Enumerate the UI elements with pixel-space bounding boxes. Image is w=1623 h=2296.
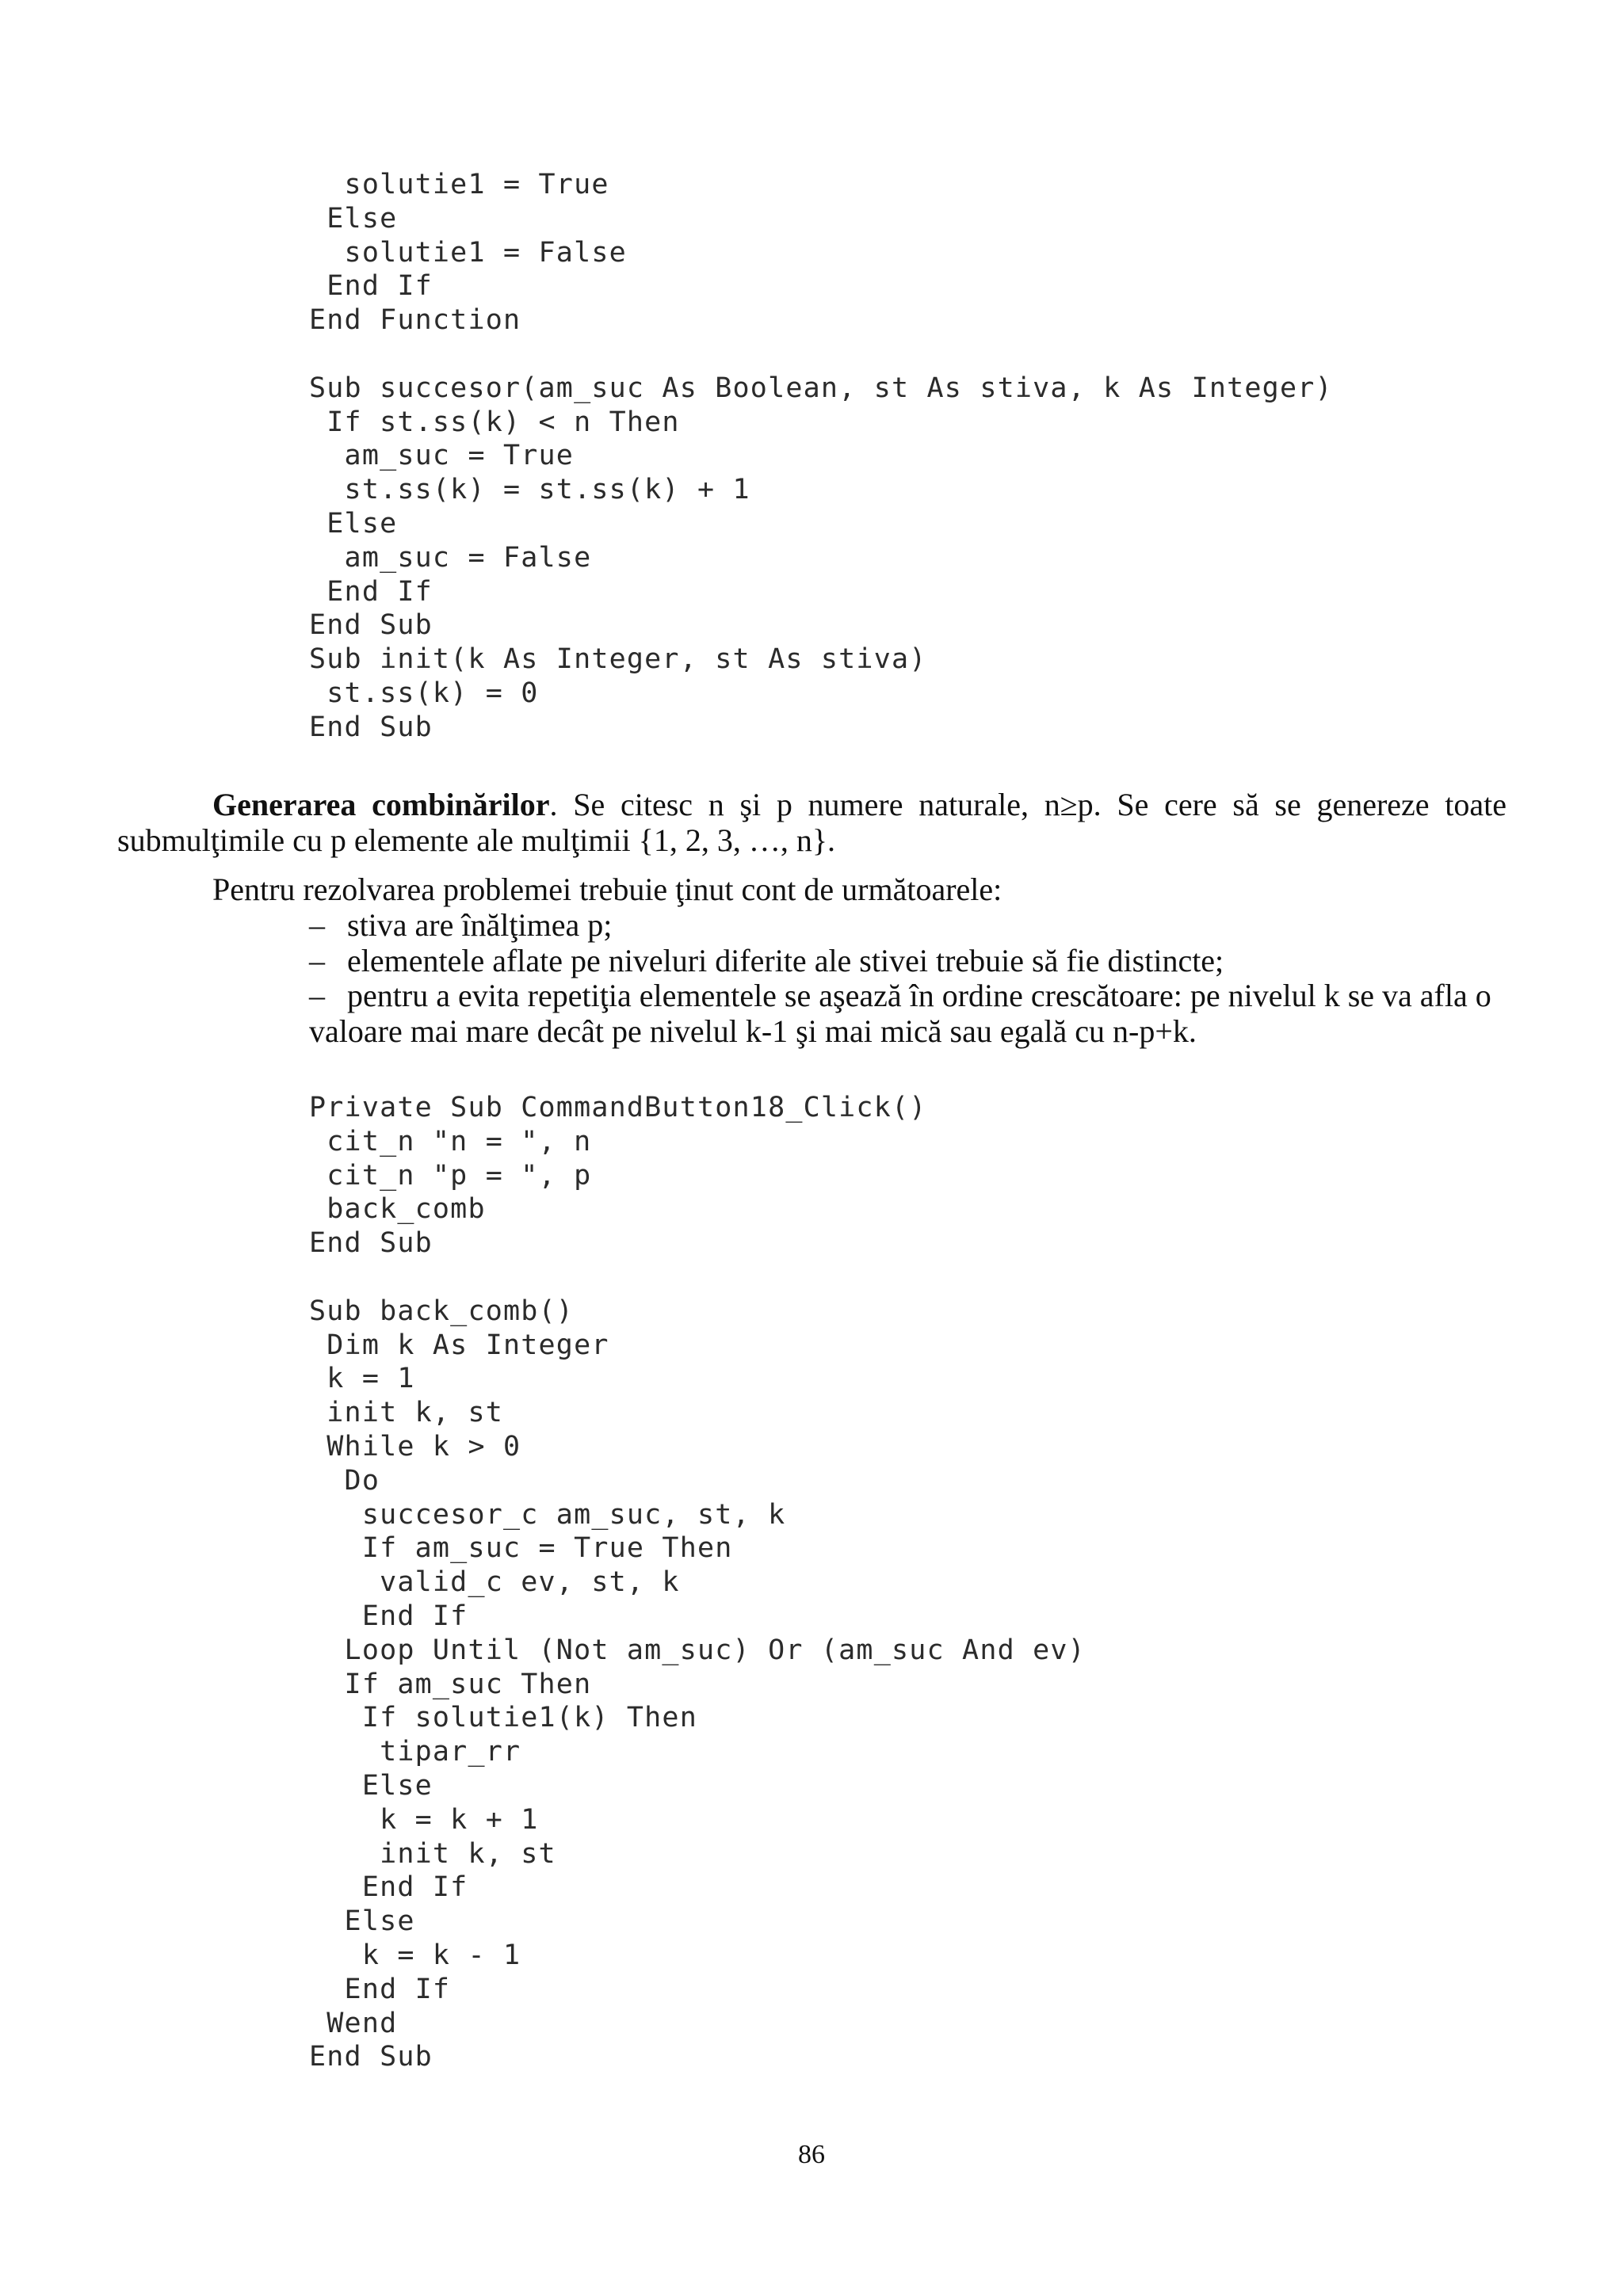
list-item-text: pentru a evita repetiţia elementele se aşează în ordine crescătoare: pe nivelul k se va afla o valoare mai mare decât pe nivelul k-1 şi mai mică sau egală cu n-p+k. [309, 978, 1491, 1049]
code-line: End Function [309, 304, 521, 337]
code-line: End Sub [309, 711, 433, 743]
code-line: st.ss(k) = 0 [309, 677, 539, 709]
paragraph-requirements: Pentru rezolvarea problemei trebuie ţinut cont de următoarele: [212, 871, 1002, 907]
code-line: k = 1 [309, 1363, 415, 1395]
list-item-text: elementele aflate pe niveluri diferite ale stivei trebuie să fie distincte; [347, 942, 1224, 978]
dash-marker: – [309, 978, 325, 1013]
list-item-text: stiva are înălţimea p; [347, 907, 613, 943]
code-line: If st.ss(k) < n Then [309, 406, 680, 438]
code-line: st.ss(k) = st.ss(k) + 1 [309, 474, 750, 506]
code-line: Else [309, 507, 398, 540]
code-line: Loop Until (Not am_suc) Or (am_suc And ev) [309, 1634, 1086, 1666]
code-line: While k > 0 [309, 1430, 521, 1463]
code-block-top [309, 168, 1333, 745]
code-line: Else [309, 202, 398, 235]
code-line: If solutie1(k) Then [309, 1702, 697, 1734]
code-line: Else [309, 1905, 415, 1938]
code-line: End If [309, 1871, 468, 1904]
code-line: Else [309, 1769, 433, 1802]
code-line: End If [309, 575, 433, 608]
dash-marker: – [309, 942, 325, 978]
code-line: cit_n "p = ", p [309, 1159, 592, 1192]
code-line: cit_n "n = ", n [309, 1125, 592, 1158]
code-line: valid_c ev, st, k [309, 1566, 680, 1599]
code-line: Sub back_comb() [309, 1295, 575, 1327]
code-line: Dim k As Integer [309, 1329, 609, 1361]
code-line: solutie1 = False [309, 236, 627, 269]
code-line: tipar_rr [309, 1736, 521, 1768]
code-line: If am_suc = True Then [309, 1532, 733, 1565]
code-line: End Sub [309, 2041, 433, 2073]
code-line: init k, st [309, 1397, 503, 1429]
dash-marker: – [309, 907, 325, 943]
code-block-bottom [309, 1091, 1086, 2074]
code-line: k = k - 1 [309, 1939, 521, 1971]
requirements-list [309, 908, 1514, 1049]
section-heading: Generarea combinărilor [212, 787, 550, 822]
list-item [309, 978, 1514, 1049]
list-item [309, 944, 1514, 979]
code-line: am_suc = False [309, 541, 592, 574]
code-line: Do [309, 1464, 380, 1497]
code-line: back_comb [309, 1193, 486, 1226]
code-line: End Sub [309, 609, 433, 642]
code-line: k = k + 1 [309, 1803, 539, 1836]
paragraph-combinations-intro [117, 787, 1507, 858]
code-line: Private Sub CommandButton18_Click() [309, 1092, 927, 1123]
paragraph-text: . Se citesc n şi p numere naturale, n≥p. Se cere să se genereze toate submulţimile cu p elemente ale mulţimii {1, 2, 3, …, n}. [117, 787, 1507, 858]
list-item [309, 908, 1514, 944]
code-line [309, 338, 1333, 372]
code-line: End If [309, 270, 433, 303]
code-line: init k, st [309, 1837, 556, 1870]
code-line: Wend [309, 2007, 398, 2039]
code-line: End Sub [309, 1227, 433, 1260]
code-line: am_suc = True [309, 440, 575, 472]
code-line [309, 1261, 1086, 1295]
code-line: solutie1 = True [309, 169, 609, 200]
code-line: End If [309, 1600, 468, 1632]
code-line: Sub init(k As Integer, st As stiva) [309, 643, 927, 676]
code-line: succesor_c am_suc, st, k [309, 1498, 786, 1531]
page-number: 86 [798, 2140, 825, 2169]
code-line: If am_suc Then [309, 1668, 592, 1700]
code-line: End If [309, 1973, 451, 2005]
code-line: Sub succesor(am_suc As Boolean, st As stiva, k As Integer) [309, 372, 1333, 404]
